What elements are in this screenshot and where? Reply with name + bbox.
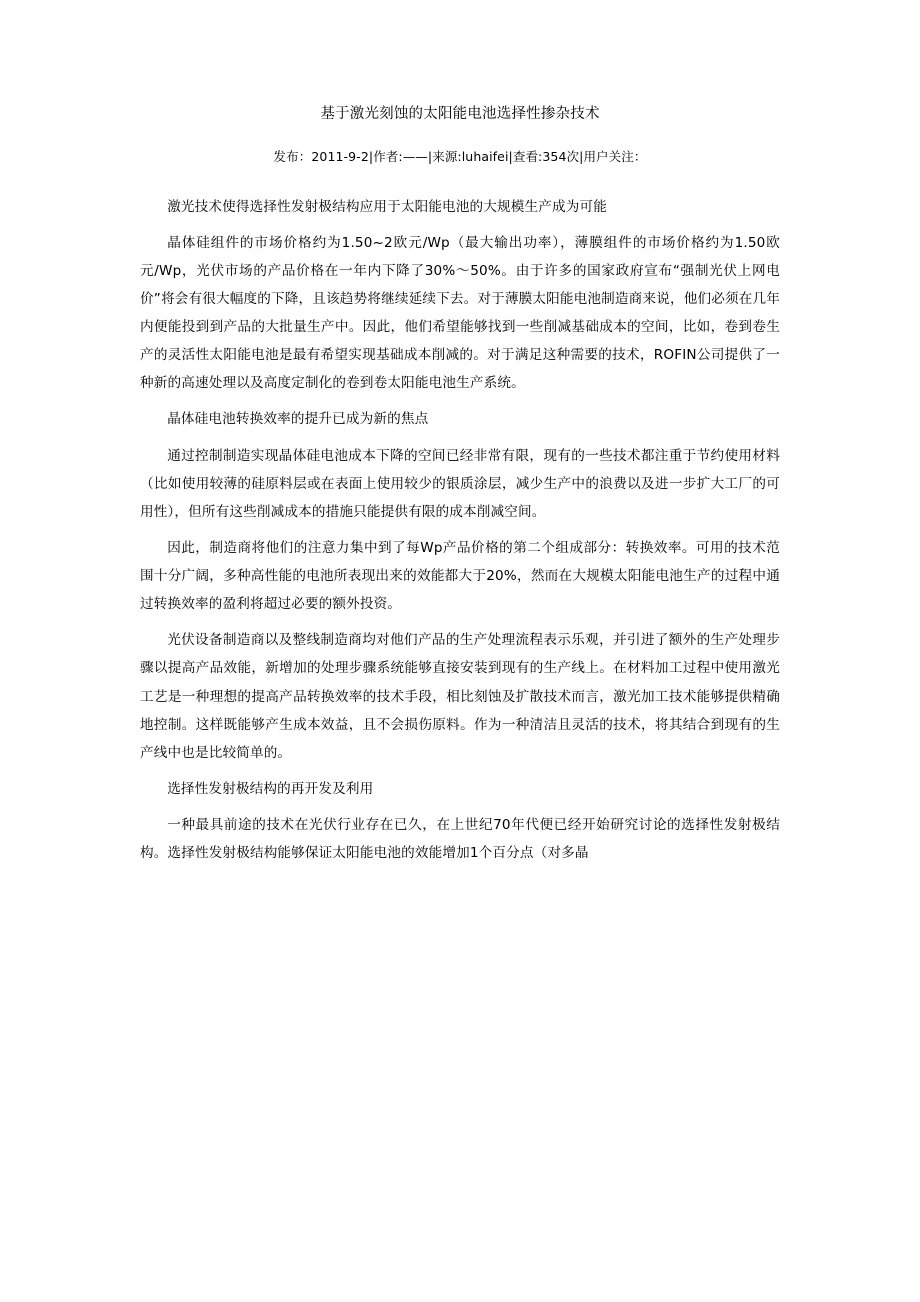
body-paragraph-5: 一种最具前途的技术在光伏行业存在已久，在上世纪70年代便已经开始研究讨论的选择性发射极结构。选择性发射极结构能够保证太阳能电池的效能增加1个百分点（对多晶	[140, 817, 780, 862]
section-heading-2: 晶体硅电池转换效率的提升已成为新的焦点	[167, 411, 429, 428]
body-paragraph-2: 通过控制制造实现晶体硅电池成本下降的空间已经非常有限，现有的一些技术都注重于节约使用材料（比如使用较薄的硅原料层或在表面上使用较少的银质涂层，减少生产中的浪费以及进一步扩大工厂的可用性），但所有这些削减成本的措施只能提供有限的成本削减空间。	[140, 447, 780, 520]
body-paragraph-4: 光伏设备制造商以及整线制造商均对他们产品的生产处理流程表示乐观，并引进了额外的生产处理步骤以提高产品效能，新增加的处理步骤系统能够直接安装到现有的生产线上。在材料加工过程中使用激光工艺是一种理想的提高产品转换效率的技术手段，相比刻蚀及扩散技术而言，激光加工技术能够提供精确地控制。这样既能够产生成本效益，且不会损伤原料。作为一种清洁且灵活的技术，将其结合到现有的生产线中也是比较简单的。	[140, 632, 780, 761]
publication-meta: 发布：2011-9-2|作者:——|来源:luhaifei|查看:354次|用户关注：	[273, 148, 647, 164]
page-title: 基于激光刻蚀的太阳能电池选择性掺杂技术	[320, 106, 600, 122]
body-paragraph-3: 因此，制造商将他们的注意力集中到了每Wp产品价格的第二个组成部分：转换效率。可用的技术范围十分广阔，多种高性能的电池所表现出来的效能都大于20%，然而在大规模太阳能电池生产的过程中通过转换效率的盈利将超过必要的额外投资。	[140, 539, 780, 613]
section-heading-3: 选择性发射极结构的再开发及利用	[167, 780, 374, 797]
section-heading-1: 激光技术使得选择性发射极结构应用于太阳能电池的大规模生产成为可能	[167, 198, 607, 215]
body-paragraph-1: 晶体硅组件的市场价格约为1.50~2欧元/Wp（最大输出功率），薄膜组件的市场价格约为1.50欧元/Wp，光伏市场的产品价格在一年内下降了30%～50%。由于许多的国家政府宣布“强制光伏上网电价”将会有很大幅度的下降，且该趋势将继续延续下去。对于薄膜太阳能电池制造商来说，他们必须在几年内便能投到到产品的大批量生产中。因此，他们希望能够找到一些削减基础成本的空间，比如，卷到卷生产的灵活性太阳能电池是最有希望实现基础成本削减的。对于满足这种需要的技术，ROFIN公司提供了一种新的高速处理以及高度定制化的卷到卷太阳能电池生产系统。	[140, 234, 780, 392]
